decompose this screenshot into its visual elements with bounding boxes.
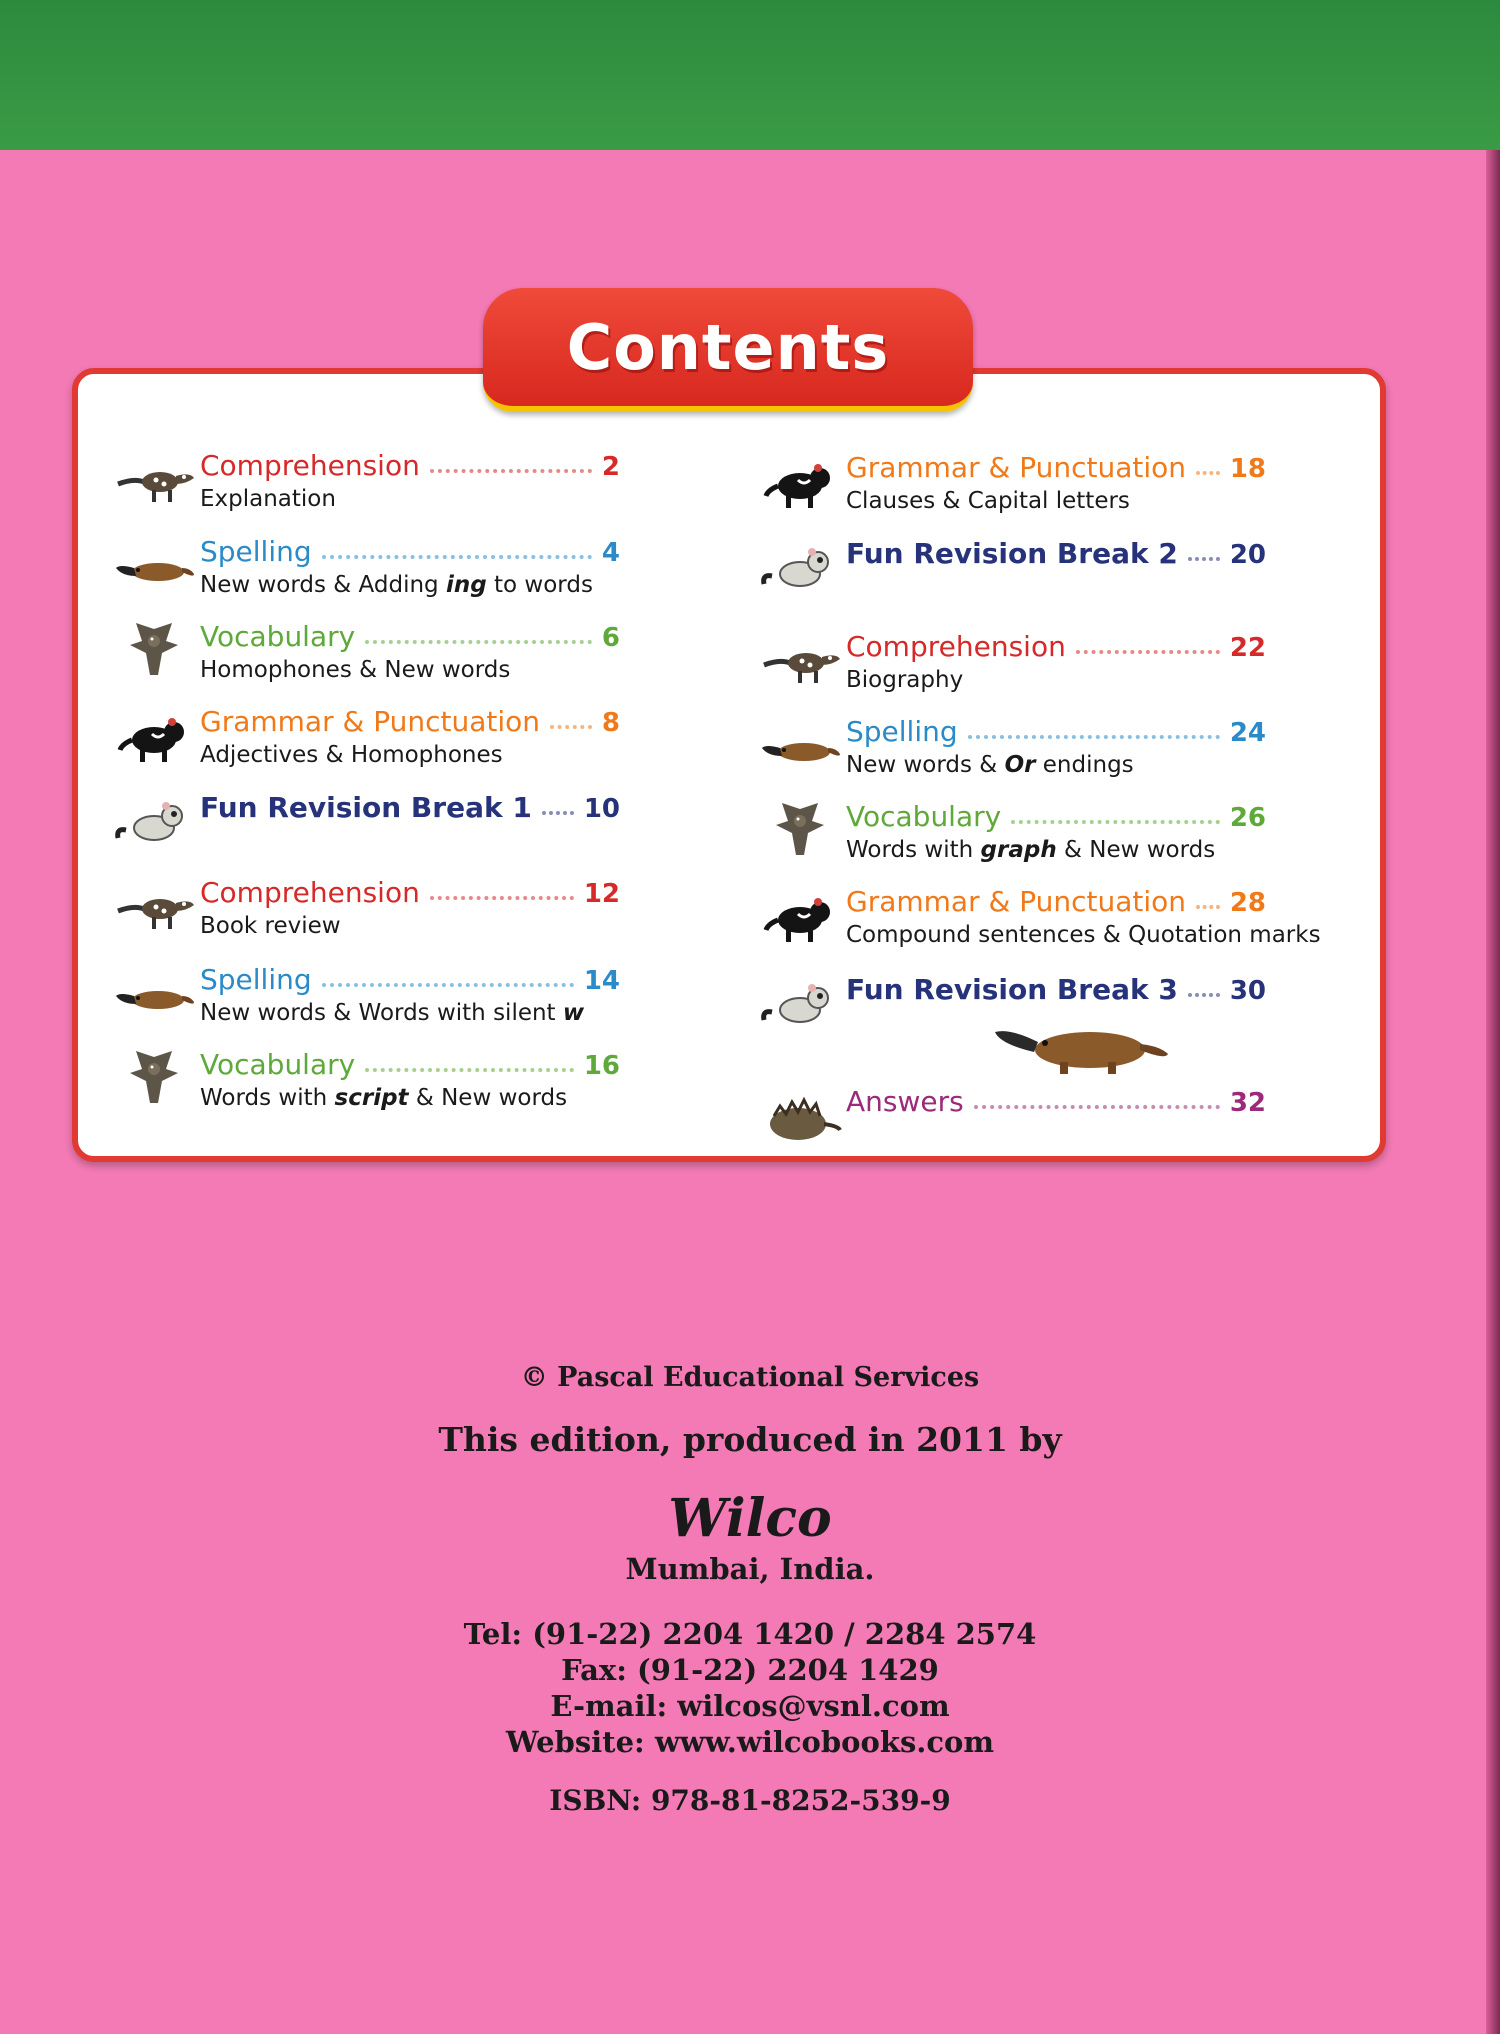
publisher-logo: Wilco [668,1488,832,1549]
toc-entry-heading [846,795,1266,833]
toc-subtitle-emphasis: ing [445,572,487,598]
bat-icon [760,799,842,863]
toc-entry-grammar-punctuation-p28[interactable] [760,880,1321,960]
toc-entry-title: Comprehension [200,876,420,909]
toc-entry-heading [846,532,1266,570]
toc-entry-title: Answers [846,1085,964,1118]
copyright-line: © Pascal Educational Services [520,1362,980,1393]
toc-entry-answers-p32[interactable] [760,1080,1280,1160]
possum-icon [760,536,842,600]
toc-entry-subtitle [200,1085,567,1111]
toc-entry-heading [846,446,1266,484]
toc-entry-page-number: 22 [1229,633,1266,663]
toc-subtitle-text: & New words [1056,837,1216,863]
toc-entry-comprehension-p2[interactable] [114,444,634,524]
possum-icon [114,790,196,854]
email: E-mail: wilcos@vsnl.com [550,1689,950,1723]
toc-entry-subtitle: Explanation [200,486,336,512]
platypus-icon [760,714,842,778]
toc-entry-page-number: 8 [601,708,620,738]
bat-icon [114,1047,196,1111]
toc-subtitle-emphasis: w [562,1000,585,1026]
toc-entry-spelling-p14[interactable] [114,958,634,1038]
toc-entry-title: Comprehension [846,630,1066,663]
toc-entry-page-number: 26 [1229,803,1266,833]
platypus-icon [114,962,196,1026]
toc-leader-dots [974,1105,1220,1109]
contents-title-tab [483,288,973,412]
toc-entry-title: Fun Revision Break 3 [846,973,1178,1006]
toc-leader-dots [430,896,574,900]
toc-subtitle-text: endings [1035,752,1134,778]
toc-entry-title: Grammar & Punctuation [200,705,541,738]
toc-leader-dots [430,469,592,473]
toc-entry-spelling-p4[interactable] [114,530,634,610]
toc-entry-page-number: 4 [601,538,620,568]
toc-entry-comprehension-p22[interactable] [760,625,1280,705]
toc-leader-dots [1188,993,1220,997]
toc-entry-page-number: 2 [601,452,620,482]
toc-entry-subtitle: Book review [200,913,341,939]
toc-subtitle-text: New words & [846,752,1005,778]
toc-leader-dots [365,1068,574,1072]
toc-entry-title: Spelling [846,715,958,748]
toc-leader-dots [542,811,574,815]
toc-entry-heading [846,710,1266,748]
toc-entry-heading [200,786,620,824]
toc-entry-title: Vocabulary [200,620,356,653]
toc-entry-grammar-punctuation-p8[interactable] [114,700,634,780]
toc-leader-dots [322,555,592,559]
toc-entry-page-number: 10 [583,794,620,824]
toc-entry-title: Grammar & Punctuation [846,885,1187,918]
top-green-band [0,0,1500,150]
toc-entry-heading [846,1080,1266,1118]
toc-subtitle-text: Words with [846,837,981,863]
toc-leader-dots [968,735,1220,739]
toc-entry-spelling-p24[interactable] [760,710,1280,790]
toc-entry-title: Grammar & Punctuation [846,451,1187,484]
toc-entry-fun-revision-break-1-p10[interactable] [114,786,634,866]
toc-entry-heading [200,1043,620,1081]
toc-entry-heading [200,871,620,909]
toc-entry-heading [846,880,1266,918]
toc-entry-page-number: 28 [1229,888,1266,918]
toc-entry-vocabulary-p26[interactable] [760,795,1280,875]
toc-leader-dots [322,983,574,987]
devil-icon [114,704,196,768]
toc-entry-page-number: 20 [1229,540,1266,570]
quoll-icon [760,629,842,693]
toc-leader-dots [365,640,592,644]
telephone: Tel: (91-22) 2204 1420 / 2284 2574 [463,1617,1037,1651]
fax: Fax: (91-22) 2204 1429 [561,1653,939,1687]
toc-entry-title: Spelling [200,535,312,568]
page-title: Contents [566,310,890,384]
toc-entry-heading [200,700,620,738]
toc-entry-subtitle: Compound sentences & Quotation marks [846,922,1321,948]
toc-entry-title: Vocabulary [200,1048,356,1081]
toc-entry-page-number: 32 [1229,1088,1266,1118]
toc-entry-subtitle [200,1000,584,1026]
toc-entry-heading [200,530,620,568]
website: Website: www.wilcobooks.com [505,1725,995,1759]
quoll-icon [114,448,196,512]
devil-icon [760,450,842,514]
toc-entry-page-number: 24 [1229,718,1266,748]
toc-entry-page-number: 16 [583,1051,620,1081]
toc-entry-vocabulary-p16[interactable] [114,1043,634,1123]
toc-entry-vocabulary-p6[interactable] [114,615,634,695]
toc-entry-page-number: 12 [583,879,620,909]
toc-entry-subtitle: Biography [846,667,964,693]
possum-icon [760,972,842,1036]
toc-entry-subtitle [200,572,593,598]
toc-subtitle-emphasis: graph [980,837,1057,863]
quoll-icon [114,875,196,939]
devil-icon [760,884,842,948]
toc-subtitle-emphasis: Or [1004,752,1036,778]
toc-leader-dots [1196,905,1220,909]
toc-entry-page-number: 14 [583,966,620,996]
toc-entry-fun-revision-break-2-p20[interactable] [760,532,1280,612]
platypus-icon [990,1010,1170,1080]
toc-entry-subtitle [846,752,1134,778]
toc-entry-page-number: 30 [1229,976,1266,1006]
toc-entry-subtitle [846,837,1215,863]
toc-entry-heading [200,615,620,653]
toc-entry-title: Fun Revision Break 1 [200,791,532,824]
edition-line: This edition, produced in 2011 by [438,1420,1062,1459]
toc-entry-page-number: 6 [601,623,620,653]
platypus-icon [114,534,196,598]
toc-entry-title: Fun Revision Break 2 [846,537,1178,570]
bat-icon [114,619,196,683]
toc-subtitle-emphasis: script [334,1085,409,1111]
toc-entry-title: Spelling [200,963,312,996]
isbn: ISBN: 978-81-8252-539-9 [549,1784,951,1817]
toc-subtitle-text: New words & Words with silent [200,1000,563,1026]
publisher-city: Mumbai, India. [625,1552,875,1586]
toc-leader-dots [1011,820,1220,824]
toc-leader-dots [550,725,592,729]
toc-entry-subtitle: Adjectives & Homophones [200,742,503,768]
toc-leader-dots [1196,471,1220,475]
toc-subtitle-text: to words [486,572,593,598]
toc-entry-page-number: 18 [1229,454,1266,484]
toc-entry-grammar-punctuation-p18[interactable] [760,446,1280,526]
toc-leader-dots [1076,650,1220,654]
toc-entry-comprehension-p12[interactable] [114,871,634,951]
toc-entry-subtitle: Clauses & Capital letters [846,488,1130,514]
toc-subtitle-text: Words with [200,1085,335,1111]
toc-entry-heading [846,968,1266,1006]
toc-entry-title: Comprehension [200,449,420,482]
toc-entry-heading [846,625,1266,663]
toc-subtitle-text: & New words [408,1085,568,1111]
toc-leader-dots [1188,557,1220,561]
contact-block [0,1616,1500,1760]
echidna-icon [760,1084,842,1148]
toc-subtitle-text: New words & Adding [200,572,446,598]
toc-entry-title: Vocabulary [846,800,1002,833]
toc-entry-subtitle: Homophones & New words [200,657,511,683]
toc-entry-heading [200,444,620,482]
toc-entry-heading [200,958,620,996]
